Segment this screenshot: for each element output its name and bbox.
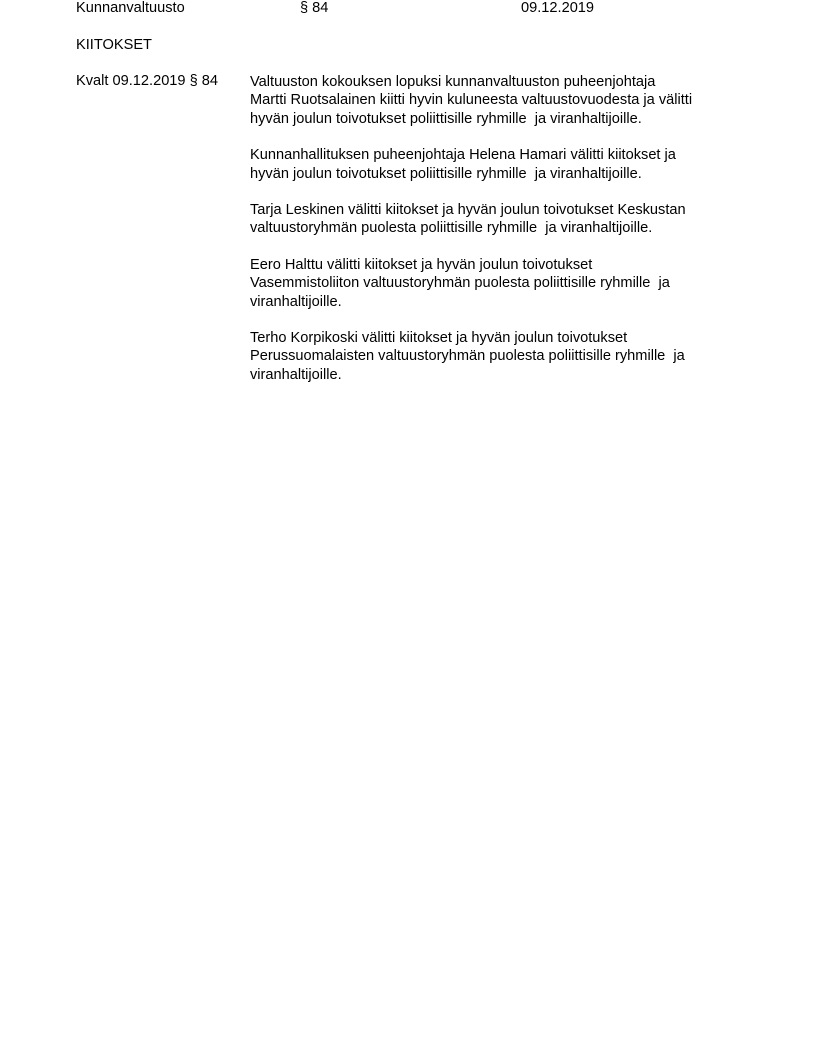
paragraph-chair-thanks [250,73,750,128]
text-line: hyvän joulun toivotukset poliittisille ryhmille ja viranhaltijoille. [250,110,642,127]
header-organization: Kunnanvaltuusto [76,0,185,16]
text-line: Terho Korpikoski välitti kiitokset ja hyvän joulun toivotukset [250,330,628,347]
paragraph-keskusta-thanks [250,201,750,238]
header-date: 09.12.2019 [521,0,595,16]
text-line: Valtuuston kokouksen lopuksi kunnanvaltuuston puheenjohtaja [250,74,656,90]
text-line: viranhaltijoille. [250,366,342,383]
text-line: valtuustoryhmän puolesta poliittisille ryhmille ja viranhaltijoille. [250,220,653,237]
text-line: Tarja Leskinen välitti kiitokset ja hyvän joulun toivotukset Keskustan [250,202,686,219]
text-line: viranhaltijoille. [250,293,342,310]
paragraph-perussuomalaiset-thanks [250,329,750,384]
text-line: Eero Halttu välitti kiitokset ja hyvän joulun toivotukset [250,256,593,273]
text-line: Perussuomalaisten valtuustoryhmän puolesta poliittisille ryhmille ja [250,348,685,365]
page-header [0,0,816,20]
document-title: KIITOKSET [76,37,152,53]
text-line: hyvän joulun toivotukset poliittisille ryhmille ja viranhaltijoille. [250,165,642,182]
text-line: Kunnanhallituksen puheenjohtaja Helena Hamari välitti kiitokset ja [250,147,676,164]
paragraph-board-chair-thanks [250,146,750,183]
text-line: Martti Ruotsalainen kiitti hyvin kuluneesta valtuustovuodesta ja välitti [250,92,693,109]
minutes-body [250,73,750,402]
meeting-reference: Kvalt 09.12.2019 § 84 [76,73,218,89]
header-section-number: § 84 [300,0,329,16]
paragraph-vasemmisto-thanks [250,256,750,311]
text-line: Vasemmistoliiton valtuustoryhmän puolesta poliittisille ryhmille ja [250,275,670,292]
